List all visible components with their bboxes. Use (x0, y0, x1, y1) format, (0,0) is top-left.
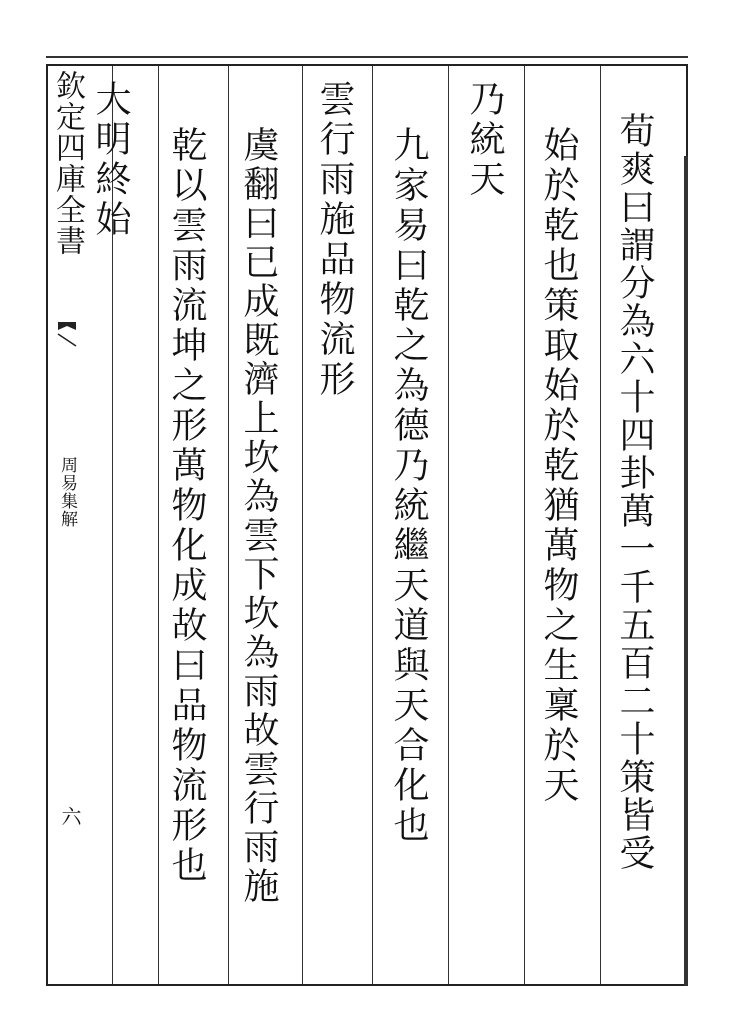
page-number: 六 (58, 806, 82, 826)
text-column-6: 虞翻曰已成既濟上坎為雲下坎為雨故雲行雨施 (238, 126, 279, 906)
book-title: 周易集解 (57, 456, 77, 528)
column-divider (600, 66, 601, 984)
page-frame (46, 64, 688, 986)
top-border-rule (46, 56, 688, 58)
text-column-7: 乾以雲雨流坤之形萬物化成故曰品物流形也 (166, 126, 207, 886)
column-divider (228, 66, 229, 984)
column-divider (302, 66, 303, 984)
text-column-8: 大明終始 (90, 80, 131, 240)
column-divider (448, 66, 449, 984)
text-column-5: 雲行雨施品物流形 (314, 80, 355, 400)
text-column-3: 乃統天 (464, 80, 505, 200)
right-binding-bar (684, 156, 688, 986)
text-column-1: 荀爽曰謂分為六十四卦萬一千五百二十策皆受 (614, 112, 655, 872)
text-column-2: 始於乾也策取始於乾猶萬物之生稟於天 (538, 126, 579, 806)
column-divider (372, 66, 373, 984)
fishtail-mark-icon (56, 320, 78, 348)
column-divider (524, 66, 525, 984)
text-column-4: 九家易曰乾之為德乃統繼天道與天合化也 (388, 126, 429, 846)
collection-title: 欽定四庫全書 (50, 70, 85, 256)
column-divider (158, 66, 159, 984)
